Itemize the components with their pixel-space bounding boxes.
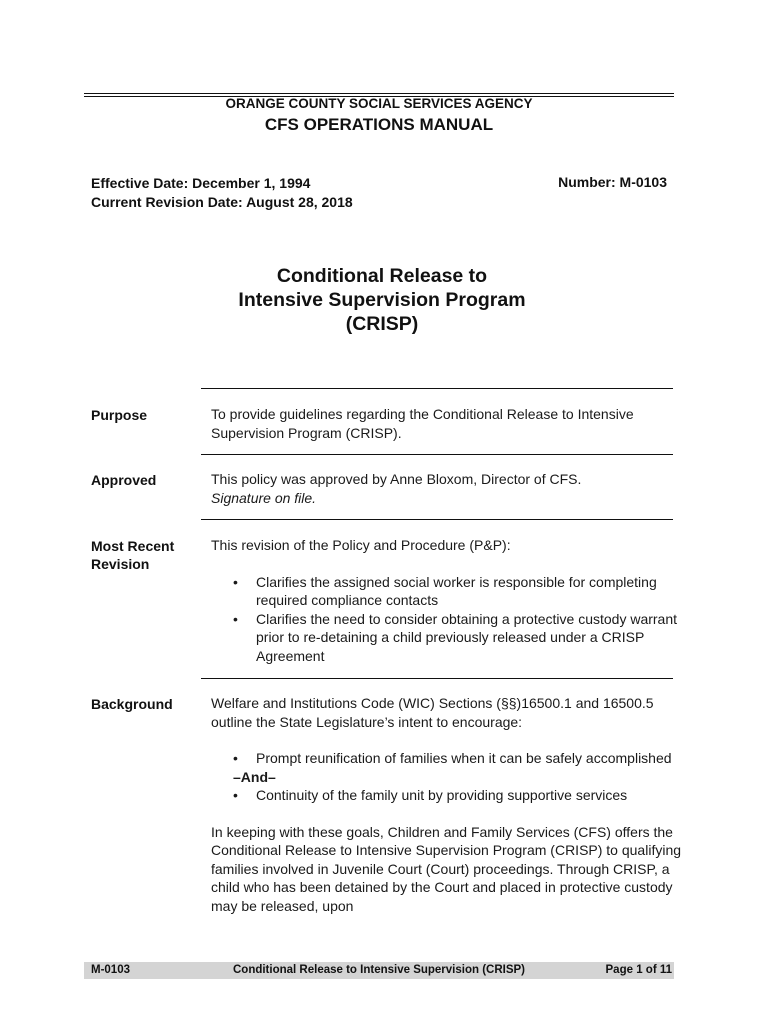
background-bullet-list bbox=[211, 749, 681, 768]
revision-label bbox=[91, 537, 174, 573]
revision-intro: This revision of the Policy and Procedure (P&P): bbox=[211, 537, 511, 553]
agency-name: ORANGE COUNTY SOCIAL SERVICES AGENCY bbox=[225, 96, 533, 111]
and-connector: –And– bbox=[233, 768, 276, 785]
revision-label-line-1: Most Recent bbox=[91, 538, 175, 554]
document-title bbox=[84, 264, 680, 336]
bullet-icon: • bbox=[233, 573, 238, 590]
footer-doc-number: M-0103 bbox=[91, 964, 130, 976]
purpose-label: Purpose bbox=[91, 407, 148, 423]
title-line-3: (CRISP) bbox=[345, 313, 419, 335]
title-line-1: Conditional Release to bbox=[276, 265, 488, 287]
background-intro: Welfare and Institutions Code (WIC) Sections (§§)16500.1 and 16500.5 outline the State Legislature’s intent to encourage: bbox=[211, 695, 654, 730]
purpose-text: To provide guidelines regarding the Conditional Release to Intensive Supervision Program (CRISP). bbox=[211, 406, 634, 441]
list-item-text: Continuity of the family unit by providing supportive services bbox=[256, 787, 628, 803]
section-divider bbox=[201, 388, 673, 389]
date-block bbox=[91, 174, 353, 211]
background-bullet-list-2 bbox=[211, 786, 681, 805]
policy-number: Number: M-0103 bbox=[558, 174, 667, 190]
revision-date: Current Revision Date: August 28, 2018 bbox=[91, 193, 353, 210]
background-block bbox=[211, 694, 681, 915]
list-item bbox=[211, 786, 681, 805]
approved-label: Approved bbox=[91, 472, 157, 488]
list-item bbox=[211, 610, 681, 666]
bullet-icon: • bbox=[233, 787, 238, 803]
title-line-2: Intensive Supervision Program bbox=[238, 289, 526, 311]
manual-title: CFS OPERATIONS MANUAL bbox=[264, 115, 494, 134]
bullet-icon: • bbox=[233, 750, 238, 766]
revision-bullet-list bbox=[211, 573, 681, 666]
footer-page-number: Page 1 of 11 bbox=[605, 964, 672, 976]
revision-label-line-2: Revision bbox=[91, 556, 150, 572]
header-rule-top bbox=[84, 93, 674, 94]
list-item-text: Clarifies the assigned social worker is responsible for completing required compliance contacts bbox=[256, 573, 657, 608]
list-item bbox=[211, 573, 681, 610]
bullet-icon: • bbox=[233, 610, 238, 627]
footer-title: Conditional Release to Intensive Supervision (CRISP) bbox=[232, 964, 526, 976]
background-paragraph: In keeping with these goals, Children and Family Services (CFS) offers the Conditional Release to Intensive Supervision Program (CRISP) to qualifying families involved in Juvenile Court (Court) proceedings. Through CRISP, a child who has been detained by the Court and placed in protective custody may be released, upon bbox=[211, 823, 682, 914]
list-item bbox=[211, 749, 681, 768]
approved-text: This policy was approved by Anne Bloxom, Director of CFS. bbox=[211, 471, 582, 487]
section-divider bbox=[201, 678, 673, 679]
list-item-text: Prompt reunification of families when it can be safely accomplished bbox=[256, 750, 672, 766]
signature-note: Signature on file. bbox=[211, 489, 317, 506]
effective-date: Effective Date: December 1, 1994 bbox=[91, 175, 311, 191]
revision-block bbox=[211, 536, 681, 665]
background-label: Background bbox=[91, 696, 173, 712]
list-item-text: Clarifies the need to consider obtaining a protective custody warrant prior to re-detaining a child previously released under a CRISP Agreement bbox=[256, 610, 678, 664]
approved-block bbox=[211, 470, 681, 507]
section-divider bbox=[201, 519, 673, 520]
section-divider bbox=[201, 454, 673, 455]
page-footer bbox=[84, 962, 674, 979]
